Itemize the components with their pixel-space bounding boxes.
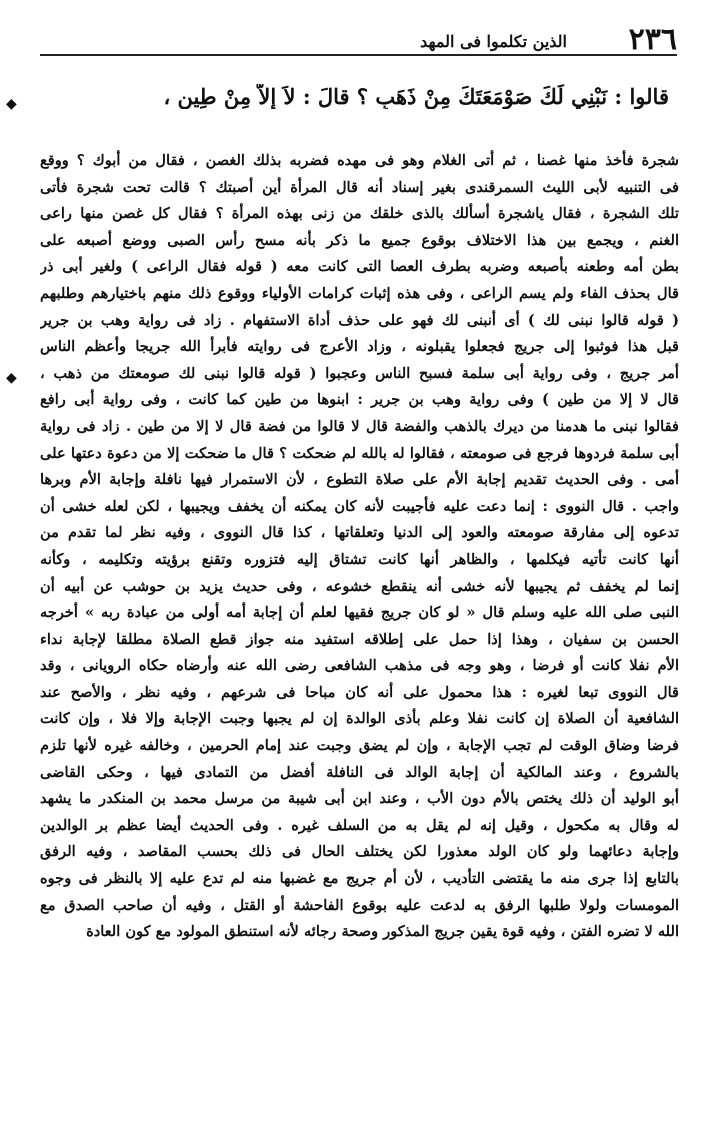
commentary-line: فقالوا نبنى ما هدمنا من ديرك بالذهب والفضة قال لا قالوا من فضة قال لا إلا من طين . زاد فى رواية [40,417,679,435]
commentary-line: قال بحذف الفاء ولم يسم الراعى ، وفى هذه إثبات كرامات الأولياء ووقوع ذلك منهم باختيارهم وطلبهم [40,284,679,302]
margin-mark-icon: ◆ [6,370,17,386]
header-rule [40,54,677,56]
commentary-line: فرضا وضاق الوقت لم تجب الإجابة ، وإن لم يضق وجبت عند إمام الحرمين ، وخالفه غيره لأنها تلزم [40,737,679,755]
commentary-line: شجرة فأخذ منها غصنا ، ثم أتى الغلام وهو فى مهده فضربه بذلك الغصن ، فقال من أبوك ؟ ووقع [40,152,679,169]
margin-mark-icon: ◆ [6,96,17,112]
commentary-line: الشافعية أن الصلاة إن كانت نفلا وعلم بأذى الوالدة إن لم يجبها وجبت الإجابة وإلا فلا ، وإن كانت [40,710,679,728]
commentary-line: قال لا إلا من طين ) وفى رواية وهب بن جرير : ابنوها من طين كما كانت ، وفى رواية أبى رافع [40,391,679,409]
commentary-line: قبل هذا فوثبوا إلى جريج فجعلوا يقبلونه ، وزاد الأعرج فى روايته فأبرأ الله جريجا وأعظم الناس [40,338,679,356]
commentary-line: أبى سلمة فردوها فرجع فى صومعته ، فقالوا له بالله لم ضحكت ؟ قال ما ضحكت إلا من دعوة دعتها على [40,444,679,462]
commentary-line: بطن أمه وطعنه بأصبعه وضربه بطرف العصا التى كانت معه ( قوله فقال الراعى ) ولغير أبى ذر [40,258,679,276]
commentary-line: واجب . قال النووى : إنما دعت عليه فأجيبت لأنه كان يمكنه أن يخفف ويجيبها ، لكن لعله خشى أن [40,497,679,515]
commentary-line: بالشروع ، وعند المالكية أن إجابة الوالد فى النافلة أفضل من التمادى فيها ، وحكى القاضى [40,763,679,781]
page-header [40,22,677,62]
commentary-line: أمى . وفى الحديث تقديم إجابة الأم على صلاة التطوع ، لأن الاستمرار فيها نافلة وإجابة الأم وبرها [40,471,679,489]
commentary-line: الأم نفلا كانت أو فرضا ، وهو وجه فى مذهب الشافعى رضى الله عنه وأرضاه حكاه الرويانى ، وقد [40,657,679,675]
commentary-line: تلك الشجرة ، فقال ياشجرة أسألك بالذى خلقك من زنى بهذه المرأة ؟ فقال كل غصن منها راعى [40,205,679,223]
commentary-line: فى التنبيه لأبى الليث السمرقندى بغير إسناد أنه قال المرأة أين أصبتك ؟ قالت تحت شجرة فأتى [40,178,679,196]
commentary-line: النبى صلى الله عليه وسلم قال « لو كان جريج فقيها لعلم أن إجابة أمه أولى من عبادة ربه » أخرجه [40,604,679,622]
running-title: الذين تكلموا فى المهد [420,32,567,51]
commentary-line: تدعوه إلى مفارقة صومعته والعود إلى الدنيا وتعلقاتها ، كذا قال النووى ، وفيه نظر لما تقدم من [40,524,679,542]
commentary-line: الله لا تضره الفتن ، وفيه قوة يقين جريج المذكور وصحة رجائه لأنه استنطق المولود مع كون العادة [86,923,679,941]
commentary-line: الحسن بن سفيان ، وهذا إذا حمل على إطلاقه استفيد منه جواز قطع الصلاة مطلقا لإجابة نداء [40,630,679,648]
commentary-line: قال النووى تبعا لغيره : هذا محمول على أنه كان مباحا فى شرعهم ، وفيه نظر ، والأصح عند [40,683,679,701]
commentary-line: أمر جريج ، وفى رواية أبى سلمة فسبح الناس وعجبوا ( قوله قالوا نبنى لك صومعتك من ذهب ، [40,364,679,382]
commentary-line: له وقال به مكحول ، وقيل إنه لم يقل به من السلف غيره . وفى الحديث أيضا عظم بر الوالدين [40,816,679,834]
commentary-line: بالتابع إذا جرى منه ما يقتضى التأديب ، لأن أم جريج مع غضبها منه لم تدع عليه إلا بالنظر فى وجوه [40,870,679,888]
page-number: ٢٣٦ [628,22,677,57]
commentary-line: إنما لم يخفف ثم يجيبها لأنه خشى أنه ينقطع خشوعه ، وفى حديث يزيد بن حوشب عن أبيه أن [40,577,679,595]
commentary-line: ( قوله قالوا نبنى لك ) أى أنبنى لك فهو على حذف أداة الاستفهام . زاد فى رواية وهب بن جرير [40,311,679,329]
commentary-line: وإجابة دعائهما ولو كان الولد معذورا لكن يختلف الحال فى ذلك بحسب المقاصد ، وفيه الرفق [40,843,679,861]
hadith-text: قالوا : نَبْنِي لَكَ صَوْمَعَتَكَ مِنْ ذَهَبٍ ؟ قالَ : لاَ إِلاَّ مِنْ طِينٍ ، [163,84,669,109]
commentary-line: أنها كانت تأتيه فيكلمها ، والظاهر أنها كانت تشتاق إليه فتزوره وتقنع برؤيته وتكليمه ، وكأنه [40,550,679,568]
commentary-line: الغنم ، ويجمع بين هذا الاختلاف بوقوع جميع ما ذكر بأنه مسح رأس الصبى ووضع أصبعه على [40,231,679,249]
commentary-block [40,148,679,946]
commentary-line: المومسات ولولا طلبها الرفق به لدعت عليه بوقوع الفاحشة أو القتل ، وفيه أن صاحب الصدق مع [40,896,679,914]
commentary-line: أبو الوليد أن ذلك يختص بالأم دون الأب ، وعند ابن أبى شيبة من مرسل محمد بن المنكدر ما يشهد [40,790,679,808]
